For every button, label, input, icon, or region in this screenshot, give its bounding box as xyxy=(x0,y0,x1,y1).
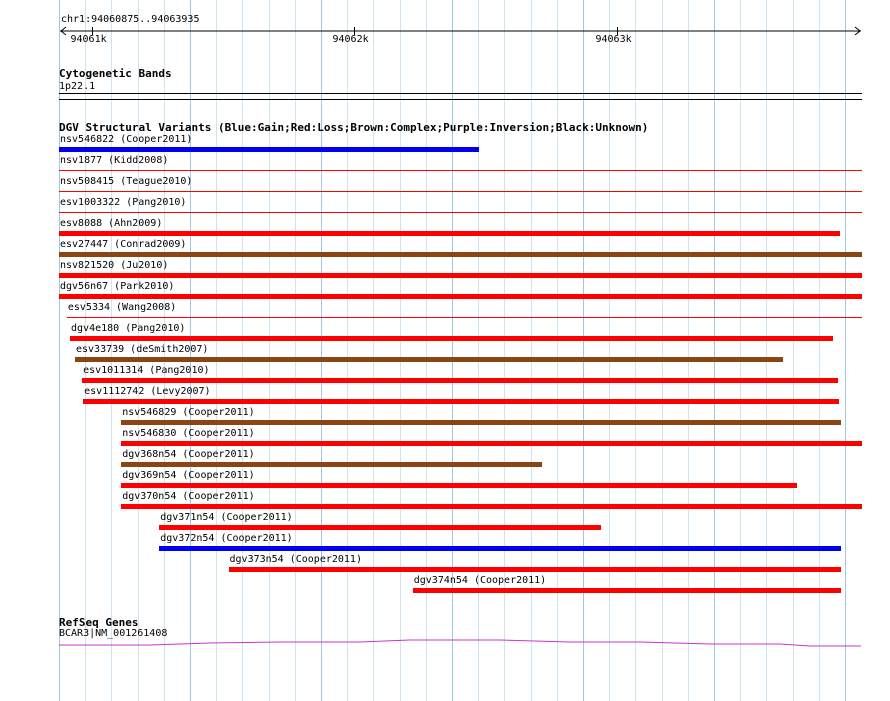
cytoband-line-bottom xyxy=(59,99,862,100)
dgv-feature-label[interactable]: dgv56n67 (Park2010) xyxy=(60,281,175,292)
dgv-feature-bar[interactable] xyxy=(82,378,838,383)
dgv-feature-bar[interactable] xyxy=(121,420,841,425)
ruler-tick-label: 94061k xyxy=(70,34,107,45)
dgv-feature-bar[interactable] xyxy=(59,147,479,152)
dgv-feature-label[interactable]: nsv821520 (Ju2010) xyxy=(60,260,169,271)
dgv-feature-label[interactable]: esv27447 (Conrad2009) xyxy=(60,239,187,250)
dgv-feature-label[interactable]: dgv4e180 (Pang2010) xyxy=(71,323,186,334)
cytoband-label: 1p22.1 xyxy=(59,81,96,92)
dgv-feature-bar[interactable] xyxy=(59,170,862,171)
dgv-track-title: DGV Structural Variants (Blue:Gain;Red:Loss;Brown:Complex;Purple:Inversion;Black:Unknown) xyxy=(59,121,649,134)
dgv-feature-label[interactable]: nsv546822 (Cooper2011) xyxy=(60,134,193,145)
dgv-feature-bar[interactable] xyxy=(413,588,841,593)
ruler-range: chr1:94060875..94063935 xyxy=(61,14,200,25)
dgv-feature-bar[interactable] xyxy=(59,212,862,213)
dgv-feature-bar[interactable] xyxy=(83,399,839,404)
dgv-feature-bar[interactable] xyxy=(59,252,862,257)
dgv-feature-bar[interactable] xyxy=(59,294,862,299)
dgv-feature-label[interactable]: esv5334 (Wang2008) xyxy=(67,302,177,313)
dgv-feature-label[interactable]: esv1011314 (Pang2010) xyxy=(83,365,210,376)
ruler-tick-label: 94063k xyxy=(595,34,632,45)
dgv-feature-bar[interactable] xyxy=(67,317,862,318)
dgv-feature-label[interactable]: esv1112742 (Levy2007) xyxy=(84,386,211,397)
dgv-feature-bar[interactable] xyxy=(159,525,601,530)
dgv-feature-bar[interactable] xyxy=(159,546,841,551)
dgv-feature-bar[interactable] xyxy=(59,231,840,236)
dgv-feature-label[interactable]: dgv374n54 (Cooper2011) xyxy=(413,575,547,586)
dgv-feature-bar[interactable] xyxy=(70,336,833,341)
dgv-feature-label[interactable]: esv33739 (deSmith2007) xyxy=(76,344,209,355)
dgv-feature-label[interactable]: dgv373n54 (Cooper2011) xyxy=(229,554,362,565)
dgv-feature-label[interactable]: nsv546830 (Cooper2011) xyxy=(122,428,255,439)
refseq-gene-label[interactable]: BCAR3|NM_001261408 xyxy=(59,628,168,639)
dgv-feature-label[interactable]: nsv546829 (Cooper2011) xyxy=(122,407,255,418)
dgv-feature-bar[interactable] xyxy=(229,567,841,572)
dgv-feature-label[interactable]: dgv368n54 (Cooper2011) xyxy=(122,449,255,460)
dgv-feature-bar[interactable] xyxy=(121,483,797,488)
ruler-axis[interactable] xyxy=(0,24,890,38)
dgv-feature-label[interactable]: dgv371n54 (Cooper2011) xyxy=(160,512,293,523)
dgv-feature-bar[interactable] xyxy=(59,191,862,192)
dgv-feature-bar[interactable] xyxy=(59,273,862,278)
dgv-feature-bar[interactable] xyxy=(121,504,862,509)
dgv-feature-label[interactable]: nsv508415 (Teague2010) xyxy=(60,176,193,187)
cytoband-line-top xyxy=(59,93,862,94)
dgv-feature-label[interactable]: dgv369n54 (Cooper2011) xyxy=(122,470,255,481)
dgv-feature-label[interactable]: esv1003322 (Pang2010) xyxy=(60,197,187,208)
ruler-tick-label: 94062k xyxy=(332,34,369,45)
dgv-feature-bar[interactable] xyxy=(75,357,783,362)
refseq-track-title: RefSeq Genes xyxy=(59,616,139,629)
dgv-feature-label[interactable]: dgv370n54 (Cooper2011) xyxy=(122,491,255,502)
dgv-feature-label[interactable]: dgv372n54 (Cooper2011) xyxy=(160,533,293,544)
dgv-feature-label[interactable]: nsv1877 (Kidd2008) xyxy=(60,155,169,166)
dgv-feature-bar[interactable] xyxy=(121,441,862,446)
cytoband-title: Cytogenetic Bands xyxy=(59,67,172,80)
dgv-feature-label[interactable]: esv8088 (Ahn2009) xyxy=(60,218,163,229)
refseq-gene-model[interactable] xyxy=(0,636,890,650)
dgv-feature-bar[interactable] xyxy=(121,462,542,467)
